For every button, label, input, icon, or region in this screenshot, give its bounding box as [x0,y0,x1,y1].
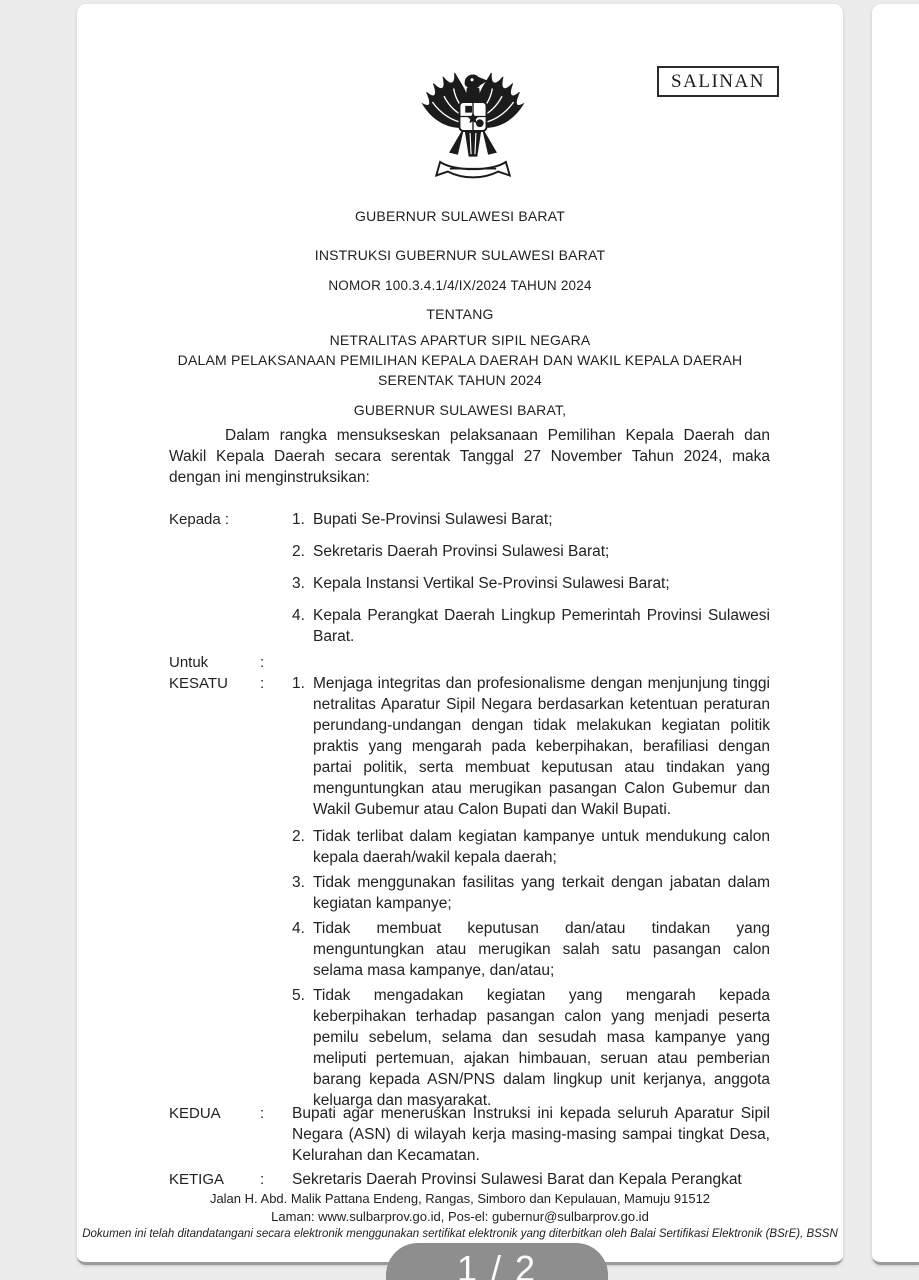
item-text: Bupati Se-Provinsi Sulawesi Barat; [313,511,553,528]
garuda-pancasila-emblem [415,66,531,196]
item-number: 2. [292,828,305,845]
subject-line-3: SERENTAK TAHUN 2024 [377,372,543,388]
kepada-item-3 [292,573,770,594]
item-number: 4. [292,607,305,624]
item-text: Tidak menggunakan fasilitas yang terkait dengan jabatan dalam kegiatan kampanye; [313,874,770,912]
kesatu-item-1 [292,673,770,820]
kepada-item-1 [292,509,770,530]
ketiga-label [169,1169,292,1190]
kesatu-item-2 [292,826,770,868]
item-number: 1. [292,511,305,528]
salinan-stamp [657,66,779,97]
page-indicator-text: 1 / 2 [456,1248,538,1280]
kedua-label [169,1103,292,1124]
kepada-item-2 [292,541,770,562]
item-text: Menjaga integritas dan profesionalisme dengan menjunjung tinggi netralitas Aparatur Sipil Negara berdasarkan ketentuan peraturan perundang-undangan dengan tidak melakukan kegiatan politik praktis yang mengarah pada keberpihakan, berafiliasi dengan partai politik, serta membuat keputusan atau tindakan yang menguntungkan atau merugikan pasangan Calon Gubemur dan Wakil Gubemur atau Calon Bupati dan Wakil Bupati. [313,675,770,818]
kedua-text: Bupati agar meneruskan Instruksi ini kepada seluruh Aparatur Sipil Negara (ASN) di wilayah kerja masing-masing sampai tingkat Desa, Kelurahan dan Kecamatan. [292,1105,770,1164]
untuk-label [169,652,292,673]
subject-line-2: DALAM PELAKSANAAN PEMILIHAN KEPALA DAERAH DAN WAKIL KEPALA DAERAH [177,352,743,368]
ketiga-text: Sekretaris Daerah Provinsi Sulawesi Barat dan Kepala Perangkat [292,1171,742,1188]
kedua-label-text: KEDUA [169,1105,221,1122]
item-text: Kepala Perangkat Daerah Lingkup Pemerintah Provinsi Sulawesi Barat. [313,607,770,645]
item-number: 3. [292,874,305,891]
footer-signature-note: Dokumen ini telah ditandatangani secara elektronik menggunakan sertifikat elektronik yang diterbitkan oleh Balai Sertifikasi Elektronik (BSrE), BSSN [82,1228,838,1240]
item-number: 5. [292,987,305,1004]
untuk-colon: : [260,654,265,671]
document-page-1[interactable] [77,4,843,1265]
item-text: Tidak terlibat dalam kegiatan kampanye untuk mendukung calon kepala daerah/wakil kepala daerah; [313,828,770,866]
issuer-title: GUBERNUR SULAWESI BARAT [355,208,565,224]
item-text: Sekretaris Daerah Provinsi Sulawesi Barat; [313,543,610,560]
footer-address: Jalan H. Abd. Malik Pattana Endeng, Rangas, Simboro dan Kepulauan, Mamuju 91512 [209,1191,711,1206]
kesatu-item-4 [292,918,770,981]
page-indicator [386,1243,608,1280]
document-page-2-preview[interactable] [872,4,919,1265]
footer-contact: Laman: www.sulbarprov.go.id, Pos-el: gubernur@sulbarprov.go.id [271,1209,649,1224]
item-number: 1. [292,675,305,692]
kepada-label: Kepada : [169,511,230,528]
tentang-label: TENTANG [426,306,494,322]
item-number: 4. [292,920,305,937]
kesatu-block [169,673,770,1109]
kesatu-label [169,673,292,694]
letterhead-footer [77,1190,843,1243]
subject-line-1: NETRALITAS APARTUR SIPIL NEGARA [329,332,591,348]
item-number: 3. [292,575,305,592]
item-text: Kepala Instansi Vertikal Se-Provinsi Sulawesi Barat; [313,575,670,592]
opening-paragraph: Dalam rangka mensukseskan pelaksanaan Pemilihan Kepala Daerah dan Wakil Kepala Daerah secara serentak Tanggal 27 November Tahun 2024, maka dengan ini menginstruksikan: [169,427,770,486]
instruction-title: INSTRUKSI GUBERNUR SULAWESI BARAT [314,247,606,263]
kepada-item-4 [292,605,770,647]
untuk-label-text: Untuk [169,654,209,671]
kesatu-item-5 [292,985,770,1111]
ketiga-label-text: KETIGA [169,1171,225,1188]
kedua-block [169,1103,770,1169]
document-number: NOMOR 100.3.4.1/4/IX/2024 TAHUN 2024 [328,278,592,293]
kesatu-item-3 [292,872,770,914]
kesatu-label-text: KESATU [169,675,228,692]
kesatu-colon: : [260,675,265,692]
kedua-colon: : [260,1105,265,1122]
salutation: GUBERNUR SULAWESI BARAT, [353,402,567,418]
kepada-block [169,509,770,654]
item-text: Tidak membuat keputusan dan/atau tindakan yang menguntungkan atau merugikan salah satu pasangan calon selama masa kampanye, dan/atau; [313,920,770,979]
salinan-stamp-label: SALINAN [671,71,765,92]
item-number: 2. [292,543,305,560]
item-text: Tidak mengadakan kegiatan yang mengarah kepada keberpihakan terhadap pasangan calon yang menjadi peserta pemilu sebelum, selama dan sesudah masa kampanye yang meliputi pertemuan, ajakan himbauan, seruan atau pemberian barang kepada ASN/PNS dalam lingkup unit kerjanya, anggota keluarga dan masyarakat. [313,987,770,1109]
ketiga-colon: : [260,1171,265,1188]
